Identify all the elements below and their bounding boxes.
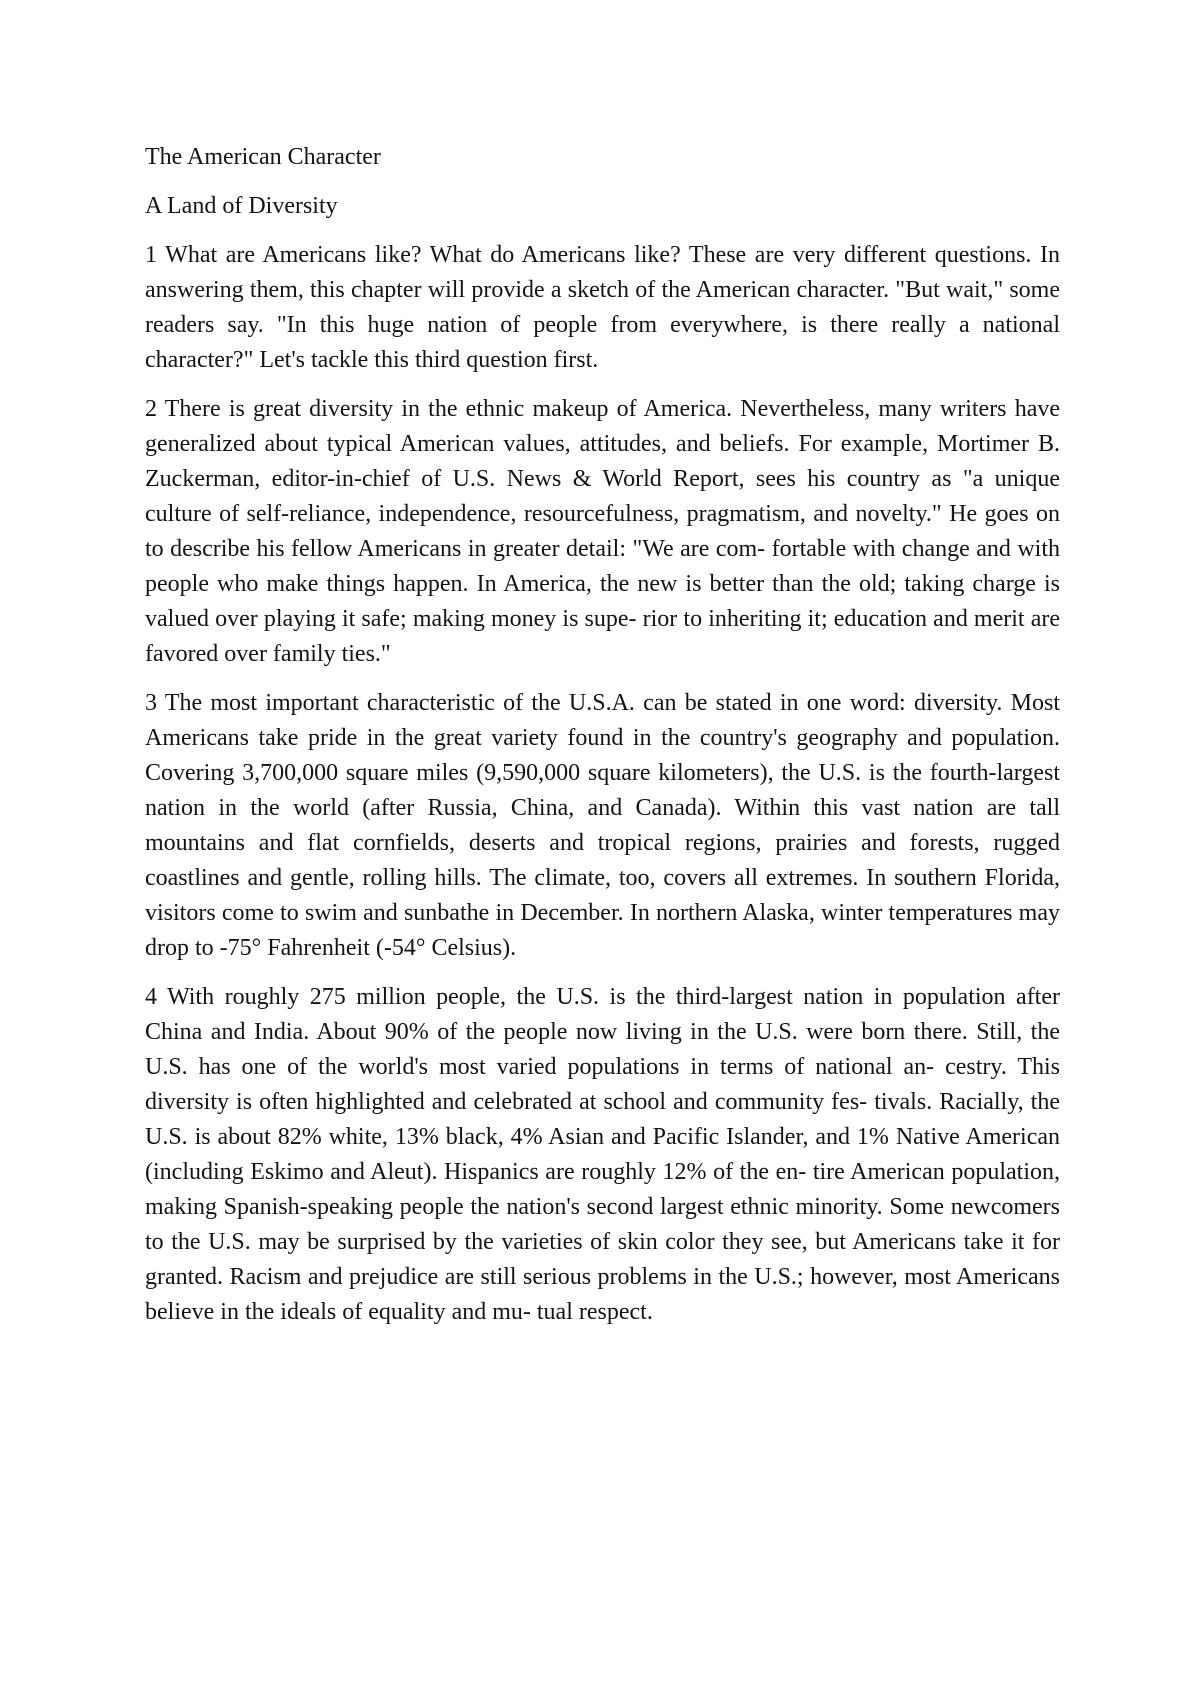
document-subtitle: A Land of Diversity [145, 193, 338, 219]
paragraph-3: 3 The most important characteristic of the U.S.A. can be stated in one word: diversity. Most Americans take pride in the great variety found in the country's geography and population. Covering 3,700,000 square miles (9,590,000 square kilometers), the U.S. is the fourth-largest nation in the world (after Russia, China, and Canada). Within this vast nation are tall mountains and flat cornfields, deserts and tropical regions, prairies and forests, rugged coastlines and gentle, rolling hills. The climate, too, covers all extremes. In southern Florida, visitors come to swim and sunbathe in December. In northern Alaska, winter temperatures may drop to -75° Fahrenheit (-54° Celsius). [145, 690, 1060, 961]
paragraph-2: 2 There is great diversity in the ethnic makeup of America. Nevertheless, many writers have generalized about typical American values, attitudes, and beliefs. For example, Mortimer B. Zuckerman, editor-in-chief of U.S. News & World Report, sees his country as "a unique culture of self-reliance, independence, resourcefulness, pragmatism, and novelty." He goes on to describe his fellow Americans in greater detail: "We are com- fortable with change and with people who make things happen. In America, the new is better than the old; taking charge is valued over playing it safe; making money is supe- rior to inheriting it; education and merit are favored over family ties." [145, 396, 1060, 667]
paragraph-1: 1 What are Americans like? What do Americans like? These are very different questions. In answering them, this chapter will provide a sketch of the American character. "But wait," some readers say. "In this huge nation of people from everywhere, is there really a national character?" Let's tackle this third question first. [145, 242, 1060, 373]
paragraph-4: 4 With roughly 275 million people, the U.S. is the third-largest nation in population after China and India. About 90% of the people now living in the U.S. were born there. Still, the U.S. has one of the world's most varied populations in terms of national an- cestry. This diversity is often highlighted and celebrated at school and community fes- tivals. Racially, the U.S. is about 82% white, 13% black, 4% Asian and Pacific Islander, and 1% Native American (including Eskimo and Aleut). Hispanics are roughly 12% of the en- tire American population, making Spanish-speaking people the nation's second largest ethnic minority. Some newcomers to the U.S. may be surprised by the varieties of skin color they see, but Americans take it for granted. Racism and prejudice are still serious problems in the U.S.; however, most Americans believe in the ideals of equality and mu- tual respect. [145, 984, 1060, 1325]
document-page [145, 140, 1060, 1344]
document-title: The American Character [145, 144, 381, 170]
